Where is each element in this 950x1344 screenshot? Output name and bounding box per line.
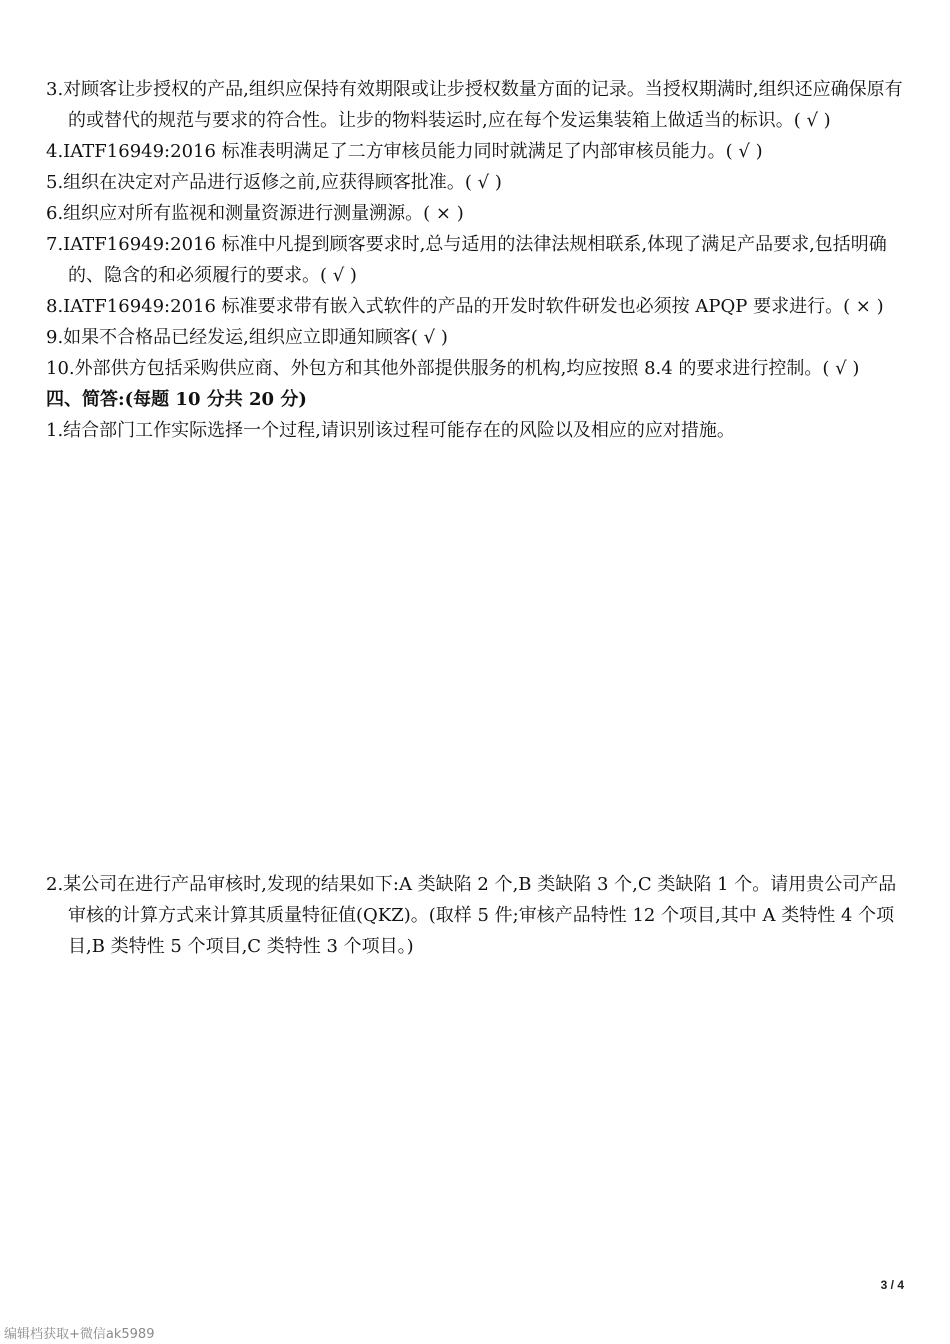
- question-9: 9.如果不合格品已经发运,组织应立即通知顾客( √ ): [46, 327, 448, 348]
- true-false-questions: [46, 74, 912, 446]
- question-3: 3.对顾客让步授权的产品,组织应保持有效期限或让步授权数量方面的记录。当授权期满时,组织还应确保原有的或替代的规范与要求的符合性。让步的物料装运时,应在每个发运集装箱上做适当的标识。( √ ): [46, 79, 903, 131]
- question-5: 5.组织在决定对产品进行返修之前,应获得顾客批准。( √ ): [46, 172, 502, 193]
- footer-note: 编辑档获取+微信ak5989: [4, 1327, 155, 1342]
- short-answer-question-2-block: [46, 869, 912, 962]
- section-heading-short-answer: 四、简答:(每题 10 分共 20 分): [46, 389, 307, 410]
- question-8: 8.IATF16949:2016 标准要求带有嵌入式软件的产品的开发时软件研发也必须按 APQP 要求进行。( × ): [46, 296, 884, 317]
- page-number: 3 / 4: [880, 1278, 904, 1292]
- question-4: 4.IATF16949:2016 标准表明满足了二方审核员能力同时就满足了内部审核员能力。( √ ): [46, 141, 763, 162]
- question-6: 6.组织应对所有监视和测量资源进行测量溯源。( × ): [46, 203, 464, 224]
- short-answer-question-1: 1.结合部门工作实际选择一个过程,请识别该过程可能存在的风险以及相应的应对措施。: [46, 420, 735, 441]
- question-10: 10.外部供方包括采购供应商、外包方和其他外部提供服务的机构,均应按照 8.4 的要求进行控制。( √ ): [46, 358, 860, 379]
- question-7: 7.IATF16949:2016 标准中凡提到顾客要求时,总与适用的法律法规相联系,体现了满足产品要求,包括明确的、隐含的和必须履行的要求。( √ ): [46, 234, 887, 286]
- short-answer-question-2: 2.某公司在进行产品审核时,发现的结果如下:A 类缺陷 2 个,B 类缺陷 3 个,C 类缺陷 1 个。请用贵公司产品审核的计算方式来计算其质量特征值(QKZ)。(取样 5 件;审核产品特性 12 个项目,其中 A 类特性 4 个项目,B 类特性 5 个项目,C 类特性 3 个项目。): [46, 874, 897, 957]
